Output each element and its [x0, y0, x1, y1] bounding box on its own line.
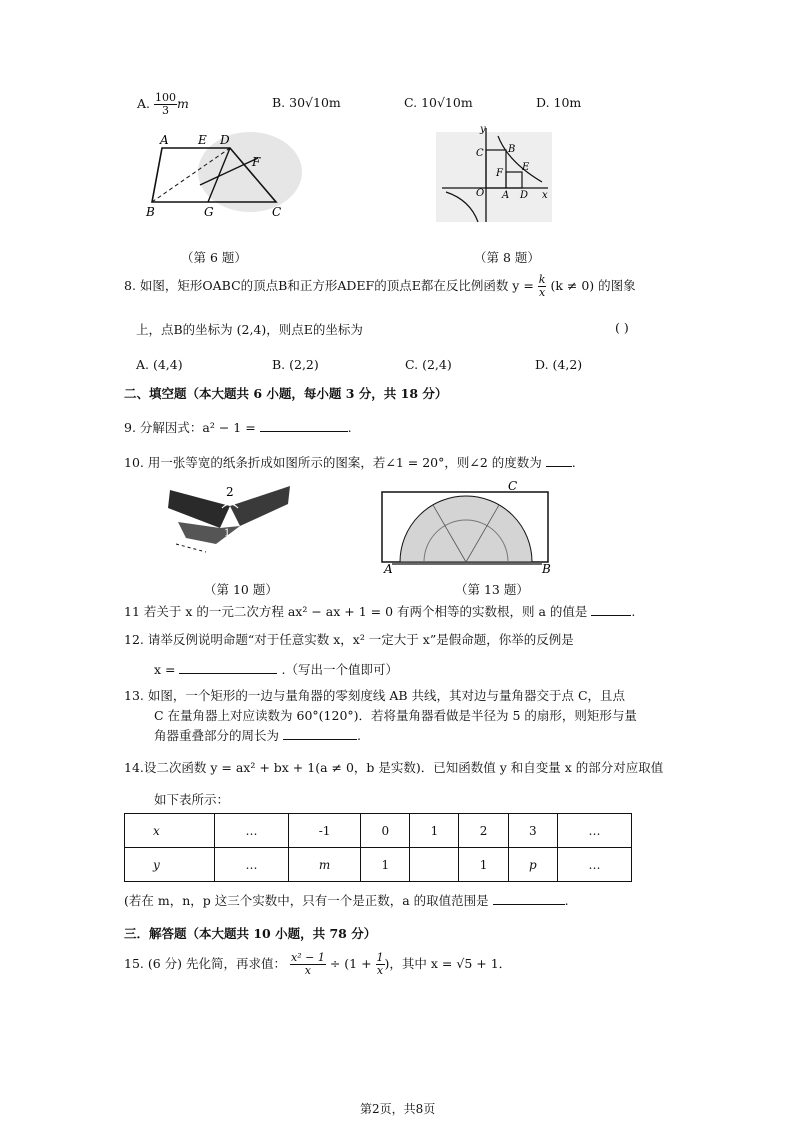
q7-option-a-num: 100: [155, 91, 176, 104]
q12-line2: [154, 660, 398, 678]
q11-answer-blank: [591, 604, 631, 616]
q8-fraction: [538, 274, 547, 299]
q8-option-d: D. (4,2): [535, 357, 583, 372]
figure-6-label-b: B: [146, 205, 155, 219]
q13-line2: C 在量角器上对应读数为 60°(120°)．若将量角器看做是半径为 5 的扇形，则矩形与量: [154, 708, 637, 723]
q15-suffix: )，其中 x = √5 + 1．: [384, 956, 512, 971]
figure-10-dash: [176, 544, 206, 552]
q9-end: .: [347, 420, 352, 435]
q15-fraction-2: [376, 952, 385, 977]
q14-value-table: [124, 813, 632, 882]
q8-line1-text: 8. 如图，矩形OABC的顶点B和正方形ADEF的顶点E都在反比例函数 y =: [124, 278, 534, 293]
q14-line3: [124, 891, 569, 909]
page-footer: 第2页，共8页: [360, 1102, 436, 1116]
table-cell: p: [508, 848, 557, 882]
figure-10-label-1: 1: [224, 528, 231, 539]
figure-8-label-e: E: [522, 162, 530, 173]
figure-10-strip-right: [230, 486, 290, 526]
q9-answer-blank: [260, 420, 348, 432]
figure-6: [140, 130, 305, 220]
figure-8: [432, 122, 557, 227]
q9-text: 9. 分解因式：a² − 1 =: [124, 420, 256, 435]
figure-10-label-2: 2: [226, 485, 234, 499]
figure-13-caption: （第 13 题）: [455, 582, 529, 597]
figure-10-fold: [178, 522, 240, 544]
q13-line1: 13. 如图，一个矩形的一边与量角器的零刻度线 AB 共线，其对边与量角器交于点 C，且点: [124, 688, 626, 703]
q15: [124, 952, 511, 977]
figure-6-label-e: E: [198, 133, 207, 147]
q14-line3-end: .: [564, 893, 569, 908]
q15-frac2-num: 1: [376, 951, 384, 964]
q11: [124, 602, 635, 620]
q8-option-c: C. (2,4): [405, 357, 452, 372]
figure-8-label-a: A: [502, 190, 510, 201]
q7-option-a-fraction: [154, 92, 177, 117]
q9: [124, 418, 352, 436]
q7-option-a-unit: m: [177, 96, 189, 111]
section-3-title: 三．解答题（本大题共 10 小题，共 78 分）: [124, 926, 377, 941]
table-cell: …: [215, 814, 289, 848]
figure-6-label-c: C: [272, 205, 282, 219]
table-cell: 0: [361, 814, 410, 848]
q8-answer-paren: ( ): [615, 320, 629, 335]
q10-answer-blank: [546, 455, 572, 467]
table-cell: m: [288, 848, 360, 882]
figure-13-label-b: B: [542, 562, 551, 574]
table-cell: 1: [459, 848, 508, 882]
figure-8-label-c: C: [476, 148, 484, 159]
q13-line3: [154, 726, 361, 744]
q12-line2-suffix: .（写出一个值即可）: [281, 662, 398, 677]
figure-6-label-f: F: [252, 155, 261, 169]
table-cell: …: [558, 848, 632, 882]
q8-option-a: A. (4,4): [136, 357, 183, 372]
q7-option-a: [137, 92, 189, 117]
figure-6-label-g: G: [204, 205, 214, 219]
table-cell: y: [125, 848, 215, 882]
q15-fraction-1: [290, 952, 326, 977]
q8-frac-den: x: [539, 286, 546, 299]
table-row: [125, 848, 632, 882]
figure-8-label-b: B: [508, 144, 516, 155]
q8-line1-end: (k ≠ 0) 的图象: [550, 278, 636, 293]
table-cell: 3: [508, 814, 557, 848]
q11-end: .: [631, 604, 636, 619]
table-cell: 2: [459, 814, 508, 848]
figure-8-caption: （第 8 题）: [474, 250, 540, 265]
q12-line1: 12. 请举反例说明命题“对于任意实数 x，x² 一定大于 x”是假命题，你举的反例是: [124, 632, 574, 647]
q13-line3-text: 角器重叠部分的周长为: [154, 728, 280, 743]
table-cell: -1: [288, 814, 360, 848]
q10-text: 10. 用一张等宽的纸条折成如图所示的图案，若∠1 = 20°，则∠2 的度数为: [124, 455, 542, 470]
figure-10: [166, 478, 306, 558]
q8-frac-num: k: [538, 273, 546, 286]
q13-answer-blank: [283, 728, 357, 740]
figure-6-label-d: D: [220, 133, 230, 147]
q10-end: .: [571, 455, 576, 470]
figure-6-caption: （第 6 题）: [181, 250, 247, 265]
table-row: [125, 814, 632, 848]
q15-frac1-den: x: [304, 964, 312, 977]
q8-option-b: B. (2,2): [272, 357, 319, 372]
table-cell: …: [215, 848, 289, 882]
q7-option-b: B. 30√10m: [272, 95, 341, 110]
q7-option-a-label: A.: [137, 96, 151, 111]
q8-line1: [124, 274, 636, 299]
q15-frac2-den: x: [376, 964, 384, 977]
q11-text: 11 若关于 x 的一元二次方程 ax² − ax + 1 = 0 有两个相等的实数根，则 a 的值是: [124, 604, 588, 619]
figure-10-caption: （第 10 题）: [204, 582, 278, 597]
table-cell: 1: [361, 848, 410, 882]
figure-6-label-a: A: [160, 133, 169, 147]
section-2-title: 二、填空题（本大题共 6 小题，每小题 3 分，共 18 分）: [124, 386, 448, 401]
q7-option-c: C. 10√10m: [404, 95, 473, 110]
q14-answer-blank: [493, 893, 565, 905]
q8-line2: 上，点B的坐标为 (2,4)，则点E的坐标为: [136, 322, 363, 337]
q14-line3-text: (若在 m，n，p 这三个实数中，只有一个是正数，a 的取值范围是: [124, 893, 489, 908]
figure-8-label-y: y: [480, 124, 486, 135]
figure-8-label-o: O: [476, 188, 485, 199]
q15-prefix: 15. (6 分) 先化简，再求值：: [124, 956, 287, 971]
q15-frac1-num: x² − 1: [291, 951, 325, 964]
figure-13-label-c: C: [508, 479, 518, 493]
figure-13: [378, 478, 554, 574]
q7-option-d: D. 10m: [536, 95, 582, 110]
q15-mid: ÷ (1 +: [329, 956, 372, 971]
table-cell: 1: [410, 814, 459, 848]
table-cell: [410, 848, 459, 882]
figure-13-protractor: [400, 496, 532, 562]
figure-8-label-f: F: [496, 168, 503, 179]
q7-option-a-den: 3: [162, 104, 169, 117]
table-cell: x: [125, 814, 215, 848]
figure-10-strip-left: [168, 490, 230, 528]
q14-line1: 14.设二次函数 y = ax² + bx + 1(a ≠ 0，b 是实数)．已知函数值 y 和自变量 x 的部分对应取值: [124, 760, 664, 775]
table-cell: …: [558, 814, 632, 848]
figure-13-label-a: A: [384, 562, 393, 574]
figure-8-label-d: D: [520, 190, 529, 201]
q14-line2: 如下表所示：: [154, 792, 230, 807]
figure-8-label-x: x: [542, 190, 548, 201]
q13-line3-end: .: [357, 728, 361, 743]
q12-answer-blank: [179, 662, 277, 674]
q10: [124, 453, 576, 471]
q12-line2-prefix: x =: [154, 662, 176, 677]
